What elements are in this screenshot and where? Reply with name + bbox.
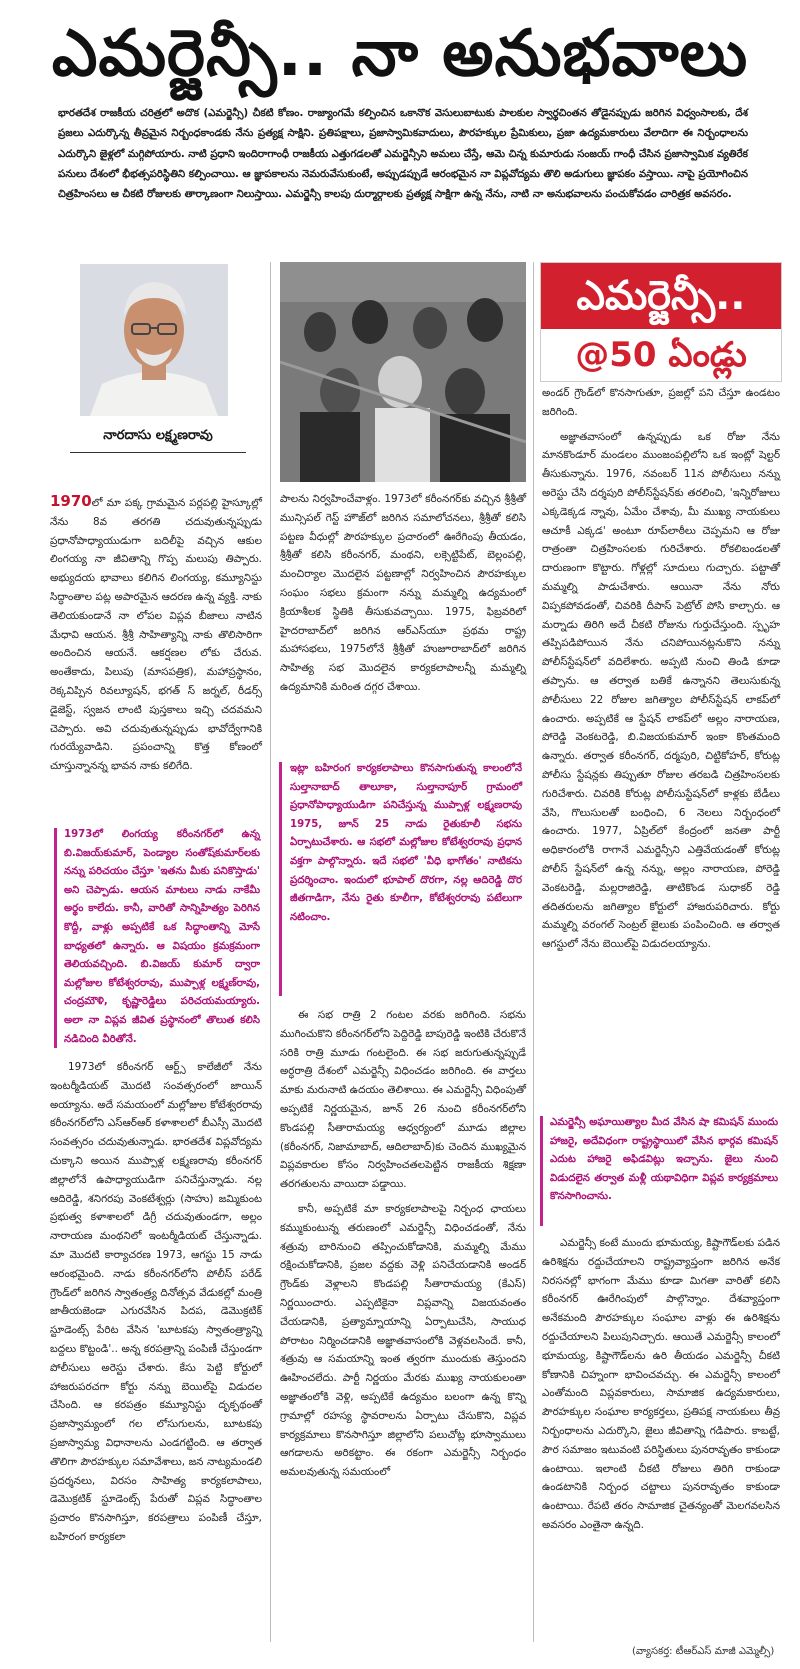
column-2-bottom [280, 1006, 526, 1488]
badge-title: ఎమర్జెన్సీ.. [541, 263, 781, 329]
column-3-paragraph-2: ఎమర్జెన్సీ కంటే ముందు భూమయ్య, కిష్టాగౌడ్‌లకు పడిన ఉరిశిక్షను రద్దుచేయాలని రాష్ట్రవ్యాప్తంగా జరిగిన అనేక నిరసనల్లో భాగంగా మేము కూడా మిగతా వారితో కలిసి కరీంనగర్ ఊరేగింపులో పాల్గొన్నాం. దేశవ్యాప్తంగా అనేకమంది పౌరహక్కుల సంఘాల వాళ్లు ఈ ఉరిశిక్షను రద్దుచేయాలని పిలుపునిచ్చారు. ఆయితే ఎమర్జెన్సీ కాలంలో భూమయ్య, కిష్టాగౌడ్‌లను ఉరి తీయడం ఎమర్జెన్సీ చీకటి కోణానికి చిహ్నంగా భావించవచ్చు. ఈ ఎమర్జెన్సీ కాలంలో ఎంతోమంది విప్లవకారులు, సామాజిక ఉద్యమకారులు, పౌరహక్కుల సంఘాల కార్యకర్తలు, ప్రతిపక్ష నాయకులు తీవ్ర నిర్బంధాలను ఎదుర్కొని, జైలు జీవితాన్ని గడిపారు. కాబట్టే, పౌర సమాజం ఇటువంటి పరిస్థితులు పునరావృతం కాకుండా ఉంటాయి. ఇలాంటి చీకటి రోజులు తిరిగి రాకుండా ఉండటానికి నిర్బంధ చట్టాలు పునరావృతం కాకుండా ఉంటాయి. రేపటి తరం సామాజిక చైతన్యంతో మెలగవలసిన అవసరం ఎంతైనా ఉన్నది. [542, 1237, 780, 1531]
intro-paragraph: భారతదేశ రాజకీయ చరిత్రలో అదొక (ఎమర్జెన్సీ) చీకటి కోణం. రాజ్యాంగమే కల్పించిన ఒకానొక వెసులుబాటుకు పాలకుల స్వార్థచింతన తోడైనప్పుడు జరిగిన విధ్వంసాలకు, దేశ ప్రజలు ఎదుర్కొన్న తీవ్రమైన నిర్బంధకాండకు నేను ప్రత్యక్ష సాక్షిని. ప్రతిపక్షాలు, ప్రజాస్వామికవాదులు, పౌరహక్కుల ప్రేమికులు, ప్రజా ఉద్యమకారులు వేలాదిగా ఈ నిర్బంధాలను ఎదుర్కొని జైళ్లలో మగ్గిపోయారు. నాటి ప్రధాని ఇందిరాగాంధీ రాజకీయ ఎత్తుగడలతో ఎమర్జెన్సీని అమలు చేస్తే, ఆమె చిన్న కుమారుడు సంజయ్ గాంధీ చేసిన ప్రజాస్వామిక వ్యతిరేక పనులు దేశంలో భీభత్సపరిస్థితిని కల్పించాయి. ఆ జ్ఞాపకాలను నెమరువేసుకుంటే, అప్పుడప్పుడే ఆరంభమైన నా విప్లవోద్యమ తొలి అడుగులు జ్ఞాపకం వస్తాయి. నాపై ప్రయోగించిన చిత్రహింసలు ఆ చీకటి రోజులకు తార్కాణంగా నిలుస్తాయి. ఎమర్జెన్సీ కాలపు దుర్మార్గాలకు ప్రత్యక్ష సాక్షిగా ఉన్న నేను, నాటి నా అనుభవాలను పంచుకోవడం చారిత్రక అవసరం. [58, 108, 748, 201]
column-2-paragraph-2: ఈ సభ రాత్రి 2 గంటల వరకు జరిగింది. సభను ముగించుకొని కరీంనగర్‌లోని పెద్దిరెడ్డి బాపురెడ్డి ఇంటికి చేరుకొనే సరికి రాత్రి మూడు గంటలైంది. ఈ సభ జరుగుతున్నప్పుడే అర్ధరాత్రి దేశంలో ఎమర్జెన్సీ విధించడం జరిగింది. ఈ వార్తలు మాకు మరునాటి ఉదయం తెలిశాయి. ఈ ఎమర్జెన్సీ విధింపుతో అప్పటికే నిర్ణయమైన, జూన్ 26 నుంచి కరీంనగర్‌లోని కొండపల్లి సీతారామయ్య ఆధ్వర్యంలో మూడు జిల్లాల (కరీంనగర్, నిజామాబాద్, ఆదిలాబాద్)కు చెందిన ముఖ్యమైన విప్లవకారుల కోసం నిర్వహించతలపెట్టిన రాజకీయ శిక్షణా తరగతులను వాయిదా పడ్డాయి. [280, 1009, 526, 1191]
column-2-top [280, 490, 526, 703]
column-1-top [50, 492, 262, 782]
column-3-paragraph-1: అజ్ఞాతవాసంలో ఉన్నప్పుడు ఒక రోజు నేను మానకొండూర్ మండలం ముంజంపల్లిలోని ఒక ఇంట్లో షెల్టర్ తీసుకున్నాను. 1976, నవంబర్ 11న పోలీసులు నన్ను అరెస్టు చేసి దర్శపురి పోలీస్‌స్టేషన్‌కు తరలించి, 'ఇన్నిరోజులు ఎక్కడెక్కడ న్నావు, ఏమేం చేశావు, మీ ముఖ్య నాయకులు ఆచూకీ ఎక్కడ' అంటూ రూప్‌లాఠీలు చెప్పమని ఆ రోజు రాత్రంతా చిత్రహింసలకు గురిచేశారు. రోకలిబండలతో దారుణంగా కొట్టారు. గోళ్లల్లో సూదులు గుచ్చారు. పట్టాతో మమ్మల్ని పాడుచేశారు. ఆయినా నేను నోరు విప్పకపోవడంతో, చివరికి దీపాస్ పెట్రోల్ పోసి కాల్చారు. ఆ మర్నాడు తిరిగి అదే చీకటి రోజును గుర్తుచేస్తుంది. స్పృహ తప్పిపడిపోయిన నేను చనిపోయినట్లనుకొని నన్ను పోలీస్‌స్టేషన్‌లో వదిలేశారు. అప్పటి నుంచి తిండి కూడా తప్పాను. ఆ తర్వాత బతికే ఉన్నానని తెలుసుకున్న పోలీసులు 22 రోజుల జగిత్యాల పోలీస్‌స్టేషన్ లాకప్‌లో ఉంచారు. అప్పటికే ఆ స్టేషన్ లాకప్‌లో అల్లం నారాయణ, పోరెడ్డి వెంకటరెడ్డి, బి.విజయకుమార్ ఇంకా కొంతమంది ఉన్నారు. తర్వాత కరీంనగర్, దర్మపురి, చిట్టికోహర్, కోరుట్ల పోలీసు స్టేషన్లకు తిప్పుతూ రోజుల తరబడి చిత్రహింసలకు గురిచేశారు. చివరికి కోరుట్ల పోలీసుస్టేషన్‌లో కాళ్లకు బేడీలు వేసి, గొలుసులతో బంధించి, 6 నెలలు నిర్బంధంలో ఉంచారు. 1977, ఏప్రిల్‌లో కేంద్రంలో జనతా పార్టీ అధికారంలోకి రాగానే ఎమర్జెన్సీని ఎత్తివేయడంతో కోరుట్ల పోలీస్ స్టేషన్‌లో ఉన్న నన్ను, అల్లం నారాయణ, పోరెడ్డి వెంకటరెడ్డి, మల్లరాజిరెడ్డి, తాటికొండ సుధాకర్ రెడ్డి తదితరులను జగిత్యాల కోర్టులో హాజరుపరిచారు. కోర్టు మమ్మల్ని వరంగల్ సెంట్రల్ జైలుకు పంపించింది. ఆ తర్వాత ఆగస్టులో నేను బెయిల్‌పై విడుదలయ్యాను. [542, 430, 780, 951]
historic-photo [280, 262, 526, 482]
pull-quote-1: 1973లో లింగయ్య కరీంనగర్‌లో ఉన్న బి.విజయ్‌కుమార్, పెండ్యాల సంతోష్‌కుమార్‌లకు నన్ను పరిచయం చేస్తూ 'ఇతను మీకు పనికొస్తాడు' అని చెప్పాడు. ఆయన మాటలు నాడు నాకేమీ అర్థం కాలేదు. కానీ, వారితో సాన్నిహిత్యం పెరిగిన కొద్దీ, వాళ్లు అప్పటికే ఒక సిద్ధాంతాన్ని మోసే బాధ్యతలో ఉన్నారు. ఆ విషయం క్రమక్రమంగా తెలియవచ్చింది. బి.విజయ్‌ కుమార్ ద్వారా మల్లోజుల కోటేశ్వరరావు, ముప్పాళ్ల లక్ష్మణ్‌రావు, చంద్రమౌళి, కృష్ణారెడ్డిలు పరిచయమయ్యారు. అలా నా విప్లవ జీవిత ప్రస్థానంలో తొలుత కలిసి నడిచింది వీరితోనే. [64, 829, 260, 1045]
column-1-paragraph-2: 1973లో కరీంనగర్ ఆర్ట్స్ కాలేజీలో నేను ఇంటర్మీడియట్ మొదటి సంవత్సరంలో జాయిన్ అయ్యాను. అదే సమయంలో మల్లోజుల కోటేశ్వరరావు కరీంనగర్‌లోని ఎస్ఆర్ఆర్ కళాశాలలో బీఎస్సీ మొదటి సంవత్సరం చదువుతున్నాడు. భారతదేశ విప్లవోద్యమ చుక్కాని అయిన ముప్పాళ్ల లక్ష్మణరావు కరీంనగర్ జిల్లాలోనే ఉపాధ్యాయుడిగా పనిచేస్తున్నాడు. నల్ల ఆదిరెడ్డి, శనిగరపు వెంకటేశ్వర్లు (సాహు) జమ్మికుంట ప్రభుత్వ కళాశాలలో డిగ్రీ చదువుతుండగా, అల్లం నారాయణ మంథనిలో ఇంటర్మీడియట్ చేస్తున్నాడు. మా మొదటి కార్యాచరణ 1973, ఆగస్టు 15 నాడు ఆరంభమైంది. నాడు కరీంనగర్‌లోని పోలీస్ పరేడ్ గ్రౌండ్‌లో జరిగిన స్వాతంత్ర్య దినోత్సవ వేడుకల్లో మంత్రి జాతీయజెండా ఎగురవేసిన పిదప, డెమొక్రటిక్ స్టూడెంట్స్ పేరిట వేసిన 'బూటకపు స్వాతంత్ర్యాన్ని బద్దలు కొట్టండి'.. అన్న కరపత్రాన్ని పంపిణీ చేస్తుండగా పోలీసులు అరెస్టు చేశారు. కేసు పెట్టి కోర్టులో హాజరుపరచగా కోర్టు నన్ను బెయిల్‌పై విడుదల చేసింది. ఆ కరపత్రం కమ్యూనిస్టు దృక్పథంతో ప్రజాస్వామ్యంలో గల లోసుగులను, బూటకపు ప్రజాస్వామ్య విధానాలను ఎండగట్టింది. ఆ తర్వాత తొలిగా పౌరహక్కుల సమావేశాలు, జన నాట్యమండలి ప్రదర్శనలు, విరసం సాహిత్య కార్యకలాపాలు, డెమొక్రటిక్ స్టూడెంట్స్ పేరుతో విప్లవ సిద్ధాంతాల ప్రచారం కొనసాగిస్తూ, కరపత్రాలు పంపిణీ చేస్తూ, బహిరంగ కార్యకలా [50, 1061, 262, 1543]
column-1-bottom [50, 1058, 262, 1553]
column-divider [270, 262, 271, 1642]
pull-quote-3: ఎమర్జెన్సీ అఘాయిత్యాల మీద వేసిన షా కమిషన్ ముందు హాజరై, అదేవిధంగా రాష్ట్రస్థాయిలో వేసిన భార్గవ కమిషన్ ఎదుట హాజరై అఫిడవిట్లు ఇచ్చాను. జైలు నుంచి విడుదలైన తర్వాత మళ్లీ యథావిధిగా విప్లవ కార్యక్రమాలు కొనసాగించాను. [550, 1117, 778, 1203]
pull-quote-bar [540, 1116, 543, 1226]
column-2-paragraph-3: కానీ, అప్పటికే మా కార్యకలాపాలపై నిర్బంధ ఛాయలు కమ్ముకుంటున్న తరుణంలో ఎమర్జెన్సీ విధించడంతో, నేను శత్రువు బారినుంచి తప్పించుకోడానికి, మమ్మల్ని మేము రక్షించుకోడానికి, ప్రజల వద్దకు వెళ్లి పనిచేయడానికి అండర్ గ్రౌండ్‌కు వెళ్లాలని కొండపల్లి సీతారామయ్య (కేఎస్) నిర్ణయించారు. ఎప్పటికైనా విప్లవాన్ని విజయవంతం చేయడానికి, ప్రత్యామ్నాయాన్ని ఏర్పాటుచేసి, సాయుధ పోరాటం నిర్మించడానికి అజ్ఞాతవాసంలోకి వెళ్లవలసిందే. కానీ, శత్రువు ఆ సమయాన్ని ఇంత త్వరగా ముందుకు తెస్తుందని ఊహించలేదు. పార్టీ నిర్ణయం మేరకు ముఖ్య నాయకులంతా అజ్ఞాతంలోకి వెళ్లి, అప్పటికే ఉద్యమం బలంగా ఉన్న కొన్ని గ్రామాల్లో రహస్య స్థావరాలను ఏర్పాటు చేసుకొని, విప్లవ కార్యక్రమాలు కొనసాగిస్తూ జిల్లాలోని పలుచోట్ల భూస్వాములు ఆగడాలను అరికట్టాం. ఈ రకంగా ఎమర్జెన్సీ నిర్బంధం అమలవుతున్న సమయంలో [280, 1202, 526, 1479]
column-3-bottom [542, 1234, 780, 1541]
emergency-50-badge [540, 262, 782, 382]
column-3-paragraph-0: అండర్ గ్రౌండ్‌లో కొనసాగుతూ, ప్రజల్లో పని చేస్తూ ఉండటం జరిగింది. [542, 387, 780, 418]
byline: (వ్యాసకర్త: టీఆర్ఎస్ మాజీ ఎమ్మెల్సీ) [632, 1646, 775, 1657]
pull-quote-2: ఇట్లా బహిరంగ కార్యకలాపాలు కొనసాగుతున్న కాలంలోనే సుల్తానాబాద్ తాలూకా, సుల్తానాపూర్ గ్రామంలో ప్రధానోపాధ్యాయుడిగా పనిచేస్తున్న ముప్పాళ్ల లక్ష్మణరావు 1975, జూన్ 25 నాడు రైతుకూలీ సభను ఏర్పాటుచేశారు. ఆ సభలో మల్లోజుల కోటేశ్వరరావు ప్రధాన వక్తగా పాల్గొన్నారు. ఇదే సభలో 'వీధి భాగోతం' నాటికను ప్రదర్శించాం. ఇందులో భూపాల్ దొరగా, నల్ల ఆదిరెడ్డి దొర జీతగాడిగా, నేను రైతు కూలీగా, కోటేశ్వరరావు పటేలుగా నటించాం. [290, 763, 522, 923]
author-photo [80, 264, 228, 416]
column-1-paragraph: లో మా పక్క గ్రామమైన పర్లపల్లి హైస్కూల్లో నేను 8వ తరగతి చదువుతున్నప్పుడు ప్రధానోపాధ్యాయుడుగా బదిలీపై వచ్చిన ఆకుల లింగయ్య నా జీవితాన్ని గొప్ప మలుపు తిప్పారు. అభ్యుదయ భావాలు కలిగిన లింగయ్య, కమ్యూనిస్టు సిద్ధాంతాల పట్ల అపారమైన ఆదరణ ఉన్న వ్యక్తి. నాకు తెలియకుండానే నా లోపల విప్లవ బీజాలు నాటిన మేధావి ఆయన. శ్రీశ్రీ సాహిత్యాన్ని నాకు తొలిసారిగా అందించిన ఆయనే. ఆకర్షణల లోకు చేరువ. అంతేకాదు, పిలుపు (మాసపత్రిక), మహాప్రస్థానం, రెక్కవిప్పిన రివల్యూషన్, భగత్ స్ జర్నల్, రీడర్స్ డైజెస్ట్, స్వజన లాంటి పుస్తకాలు ఇచ్చి చదవమని చెప్పారు. అవి చదువుతున్నప్పుడు భావోద్వేగానికి గురయ్యేవాడిని. ప్రపంచాన్ని కొత్త కోణంలో చూస్తున్నానన్న భావన నాకు కలిగేది. [50, 497, 262, 773]
column-divider [533, 262, 534, 1642]
author-name: నారదాసు లక్ష్మణరావు [70, 428, 246, 453]
pull-quote-bar [54, 828, 57, 1048]
column-3-top [542, 384, 780, 960]
pull-quote-bar [279, 762, 282, 996]
drop-year: 1970 [50, 492, 92, 510]
badge-subtitle: @50 ఏండ్లు [575, 335, 747, 375]
column-2-paragraph-1: పాలను నిర్వహించేవాళ్లం. 1973లో కరీంనగర్‌కు వచ్చిన శ్రీశ్రీతో మున్సిపల్ గెస్ట్ హౌజ్‌లో జరిగిన సమాలోచనలు, శ్రీశ్రీతో కలిసి పట్టణ వీధుల్లో పౌరహక్కుల ప్రచారంలో ఊరేగింపు తీయడం, శ్రీశ్రీతో కలిసి కరీంనగర్, మంథని, లక్సెట్టిపేట్, బెల్లంపల్లి, మంచిర్యాల మొదలైన పట్టణాల్లో నిర్వహించిన పౌరహక్కుల సంఘం సభలు క్రమంగా నన్ను మమ్మల్ని ఉద్యమంలో క్రియాశీలక స్థితికి తీసుకువచ్చాయి. 1975, ఫిబ్రవరిలో హైదరాబాద్‌లో జరిగిన ఆర్ఎస్‌యూ ప్రథమ రాష్ట్ర మహాసభలు, 1975లోనే శ్రీశ్రీతో హుజూరాబాద్‌లో జరిగిన సాహిత్య సభ మొదలైన కార్యకలాపాలన్నీ మమ్మల్ని ఉద్యమానికి మరింత దగ్గర చేశాయి. [280, 493, 526, 693]
headline: ఎమర్జెన్సీ.. నా అనుభవాలు [51, 17, 749, 91]
